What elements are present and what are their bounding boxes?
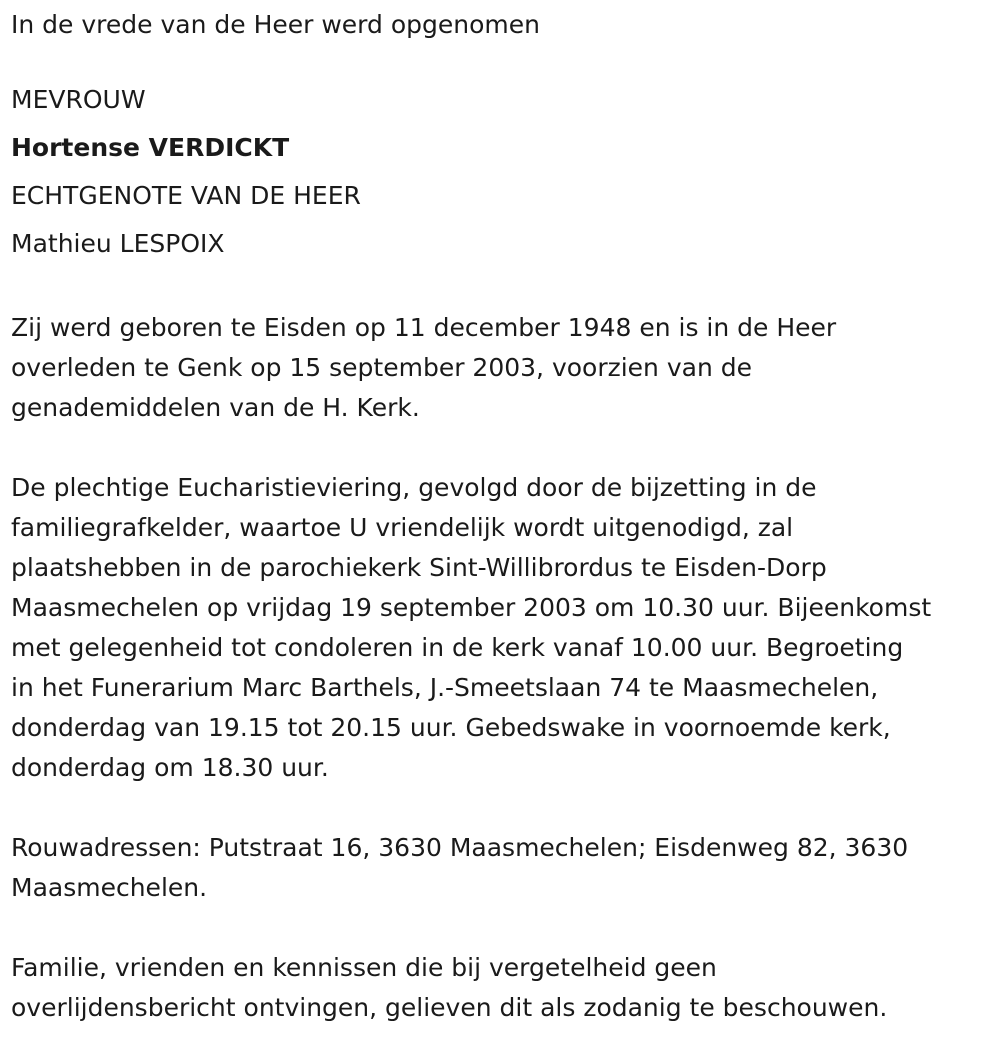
address-paragraph [11,828,996,908]
paragraph-line: Maasmechelen op vrijdag 19 september 2003 om 10.30 uur. Bijeenkomst [11,593,932,622]
paragraph-line: Rouwadressen: Putstraat 16, 3630 Maasmechelen; Eisdenweg 82, 3630 [11,833,909,862]
paragraph-line: overlijdensbericht ontvingen, gelieven dit als zodanig te beschouwen. [11,993,888,1022]
paragraph-line: overleden te Genk op 15 september 2003, voorzien van de [11,353,753,382]
spacer [11,268,996,308]
spacer [11,45,996,76]
obituary-notice [11,0,996,1028]
honorific-title: MEVROUW [11,85,146,114]
paragraph-line: donderdag van 19.15 tot 20.15 uur. Gebedswake in voornoemde kerk, [11,713,891,742]
paragraph-line: in het Funerarium Marc Barthels, J.-Smeetslaan 74 te Maasmechelen, [11,673,879,702]
paragraph-line: Zij werd geboren te Eisden op 11 december 1948 en is in de Heer [11,313,837,342]
paragraph-line: Familie, vrienden en kennissen die bij vergetelheid geen [11,953,717,982]
paragraph-line: donderdag om 18.30 uur. [11,753,329,782]
spouse-name: Mathieu LESPOIX [11,229,225,258]
paragraph-line: plaatshebben in de parochiekerk Sint-Willibrordus te Eisden-Dorp [11,553,827,582]
paragraph-line: Maasmechelen. [11,873,208,902]
spacer [11,428,996,468]
paragraph-line: met gelegenheid tot condoleren in de kerk vanaf 10.00 uur. Begroeting [11,633,904,662]
spacer [11,908,996,948]
closing-paragraph [11,948,996,1028]
paragraph-line: De plechtige Eucharistieviering, gevolgd door de bijzetting in de [11,473,817,502]
deceased-name: Hortense VERDICKT [11,133,290,162]
spacer [11,788,996,828]
birth-death-paragraph [11,308,996,428]
intro-line: In de vrede van de Heer werd opgenomen [11,10,540,39]
paragraph-line: familiegrafkelder, waartoe U vriendelijk wordt uitgenodigd, zal [11,513,794,542]
ceremony-paragraph [11,468,996,788]
spouse-label: ECHTGENOTE VAN DE HEER [11,181,361,210]
paragraph-line: genademiddelen van de H. Kerk. [11,393,420,422]
